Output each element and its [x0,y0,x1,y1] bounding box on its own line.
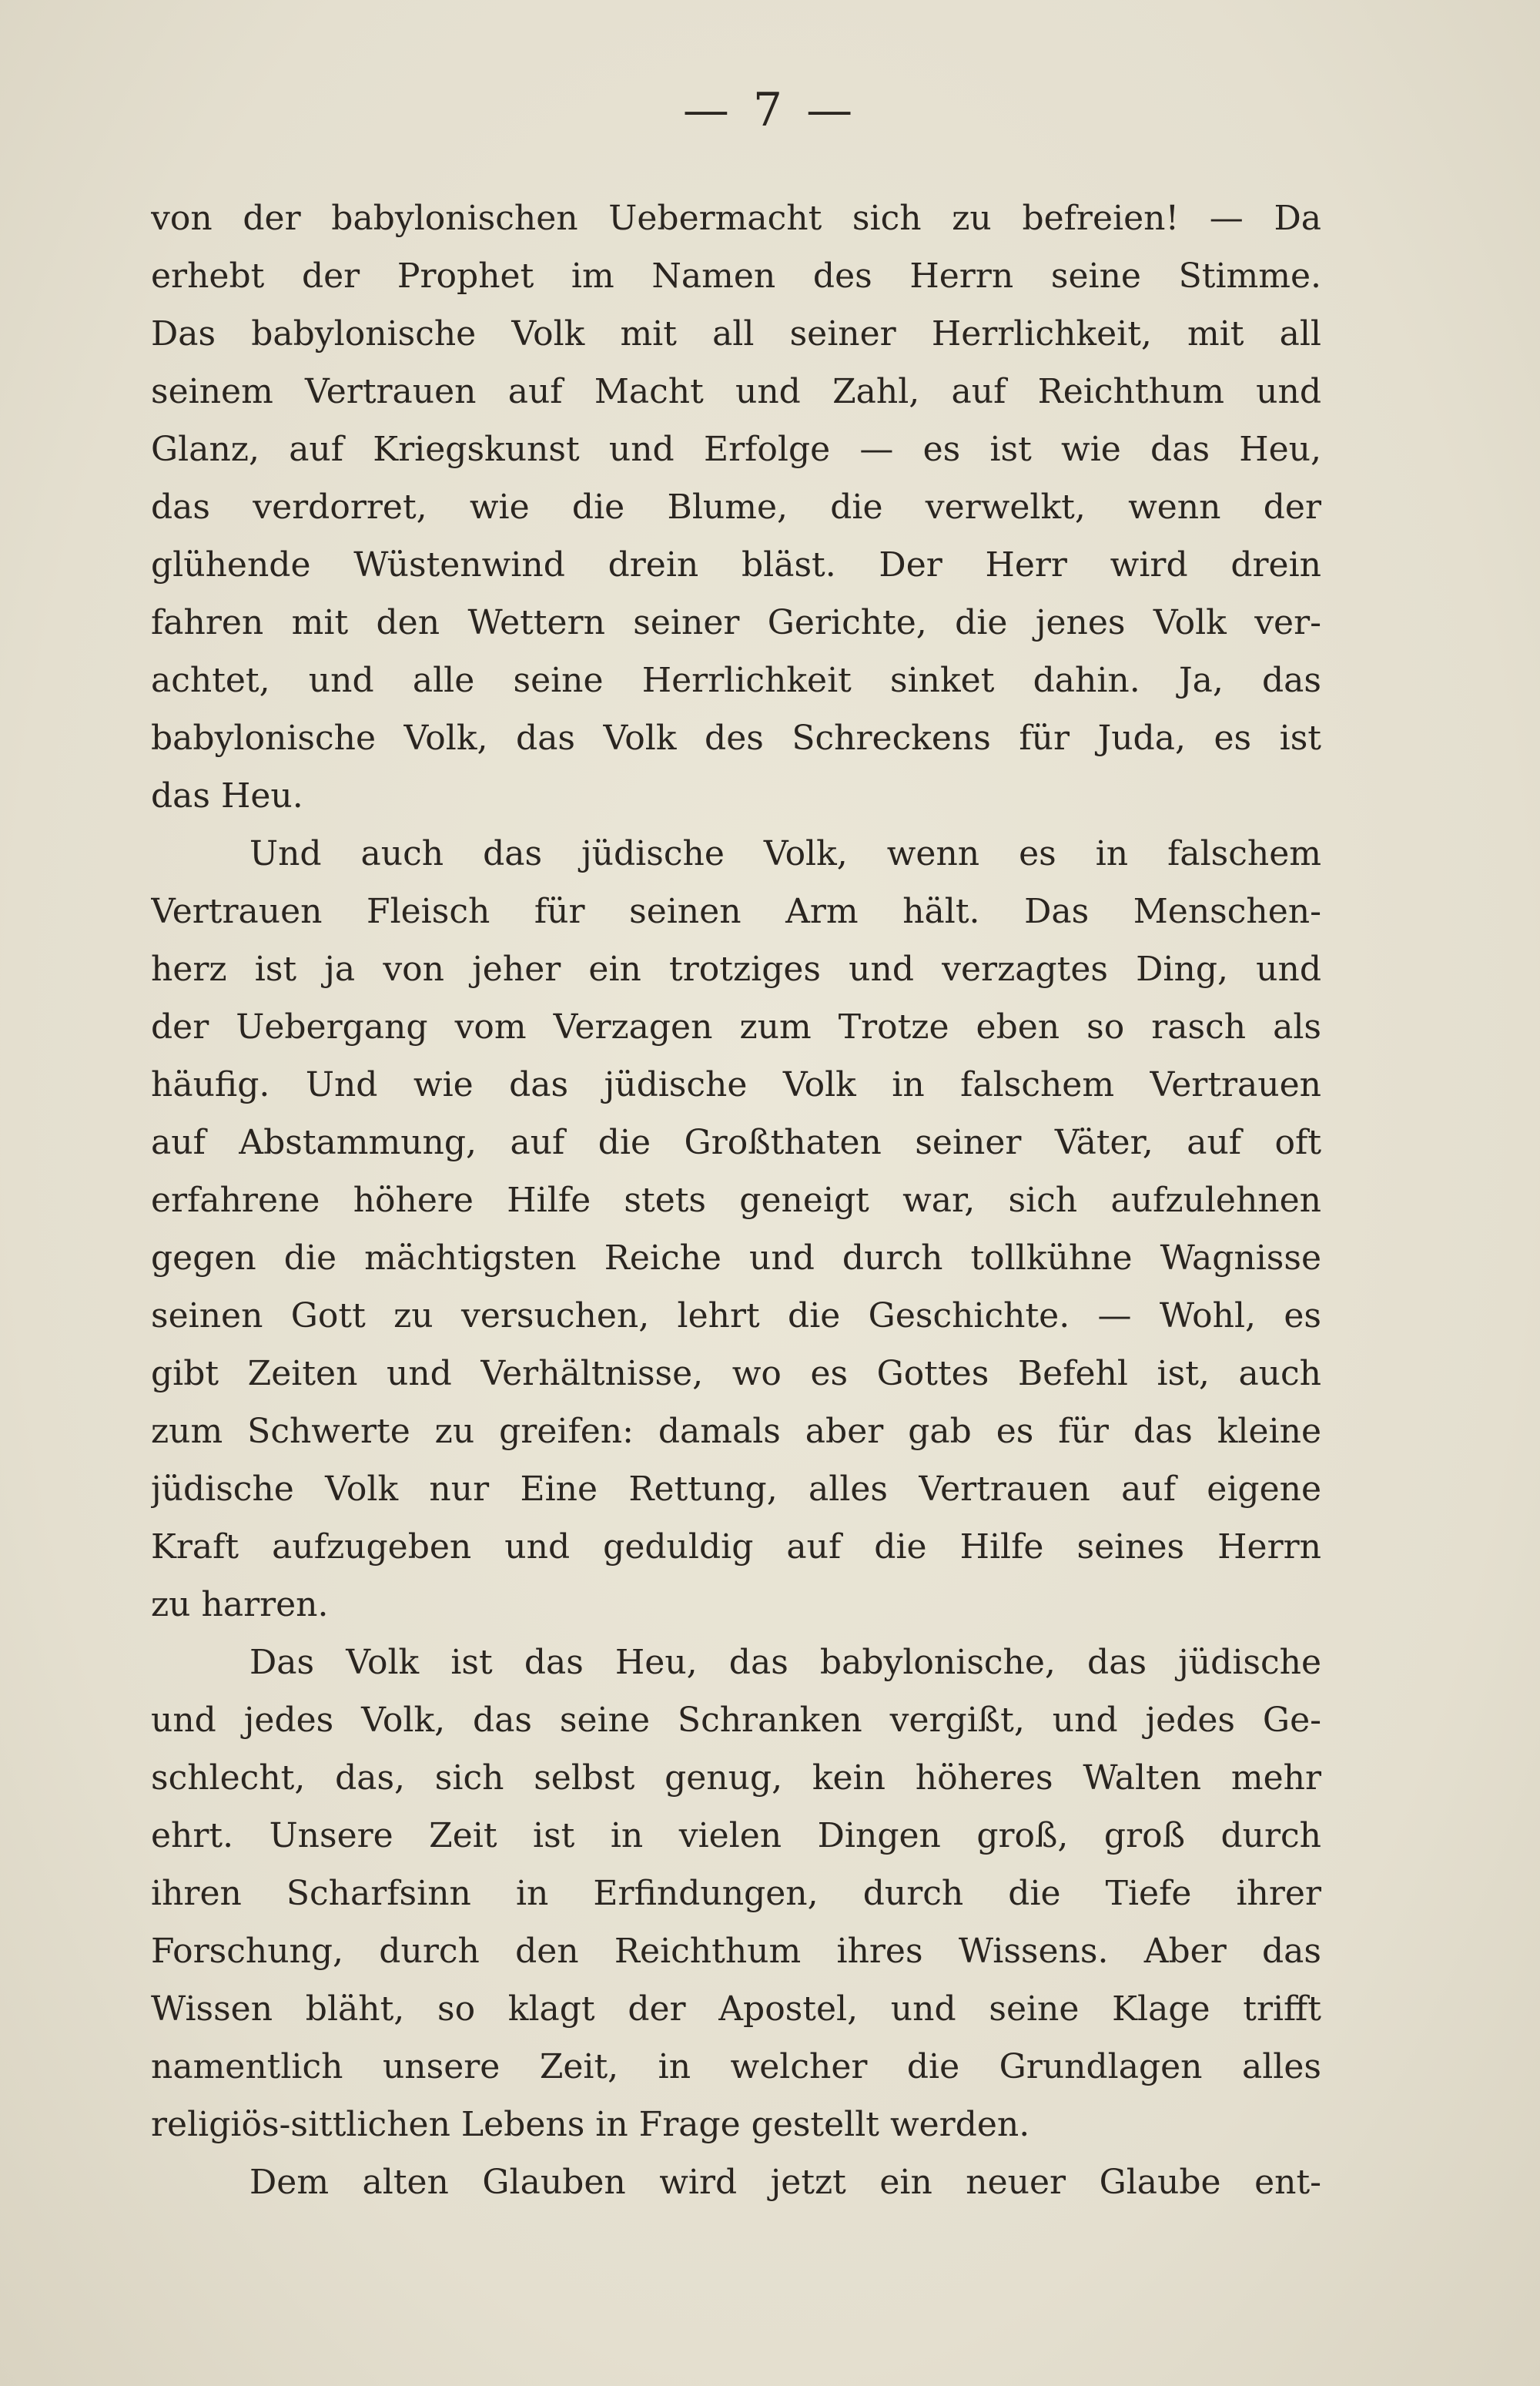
text-line: Das Volk ist das Heu, das babylonische, das jüdische [249,1643,1321,1682]
text-line: namentlich unsere Zeit, in welcher die Grundlagen alles [151,2047,1321,2086]
text-line: zum Schwerte zu greifen: damals aber gab es für das kleine [151,1412,1321,1451]
text-line: Das babylonische Volk mit all seiner Herrlichkeit, mit all [151,314,1321,354]
text-line: Dem alten Glauben wird jetzt ein neuer Glaube ent- [249,2163,1321,2202]
text-line: von der babylonischen Uebermacht sich zu befreien! — Da [151,199,1321,238]
text-line: Vertrauen Fleisch für seinen Arm hält. Das Menschen- [151,892,1321,931]
text-line: religiös-sittlichen Lebens in Frage gestellt werden. [151,2105,1030,2144]
text-line: Glanz, auf Kriegskunst und Erfolge — es ist wie das Heu, [151,430,1321,469]
text-line: Und auch das jüdische Volk, wenn es in falschem [249,834,1321,873]
body-text [151,189,1321,2211]
text-line: ehrt. Unsere Zeit ist in vielen Dingen groß, groß durch [151,1816,1321,1855]
text-line: schlecht, das, sich selbst genug, kein höheres Walten mehr [151,1758,1321,1798]
text-line: jüdische Volk nur Eine Rettung, alles Vertrauen auf eigene [151,1469,1321,1509]
text-line: und jedes Volk, das seine Schranken vergißt, und jedes Ge- [151,1701,1321,1740]
text-line: der Uebergang vom Verzagen zum Trotze eben so rasch als [151,1007,1321,1047]
text-line: zu harren. [151,1585,329,1624]
text-line: seinen Gott zu versuchen, lehrt die Geschichte. — Wohl, es [151,1296,1321,1335]
text-line: glühende Wüstenwind drein bläst. Der Herr wird drein [151,545,1321,585]
text-line: gegen die mächtigsten Reiche und durch tollkühne Wagnisse [151,1238,1321,1278]
text-line: erhebt der Prophet im Namen des Herrn seine Stimme. [151,256,1321,296]
text-line: fahren mit den Wettern seiner Gerichte, die jenes Volk ver- [151,603,1321,642]
text-line: Forschung, durch den Reichthum ihres Wissens. Aber das [151,1932,1321,1971]
text-line: auf Abstammung, auf die Großthaten seiner Väter, auf oft [151,1123,1321,1162]
page-number: — 7 — [682,83,858,137]
text-line: gibt Zeiten und Verhältnisse, wo es Gottes Befehl ist, auch [151,1354,1321,1393]
text-line: häufig. Und wie das jüdische Volk in falschem Vertrauen [151,1065,1321,1104]
text-line: seinem Vertrauen auf Macht und Zahl, auf Reichthum und [151,372,1321,411]
text-line: das verdorret, wie die Blume, die verwelkt, wenn der [151,488,1321,527]
text-line: Wissen bläht, so klagt der Apostel, und seine Klage trifft [151,1989,1321,2029]
text-line: achtet, und alle seine Herrlichkeit sinket dahin. Ja, das [151,661,1321,700]
text-line: herz ist ja von jeher ein trotziges und verzagtes Ding, und [151,950,1321,989]
text-line: ihren Scharfsinn in Erfindungen, durch die Tiefe ihrer [151,1874,1321,1913]
text-line: babylonische Volk, das Volk des Schreckens für Juda, es ist [151,719,1321,758]
text-line: das Heu. [151,776,303,816]
text-line: erfahrene höhere Hilfe stets geneigt war, sich aufzulehnen [151,1181,1321,1220]
text-line: Kraft aufzugeben und geduldig auf die Hilfe seines Herrn [151,1527,1321,1567]
